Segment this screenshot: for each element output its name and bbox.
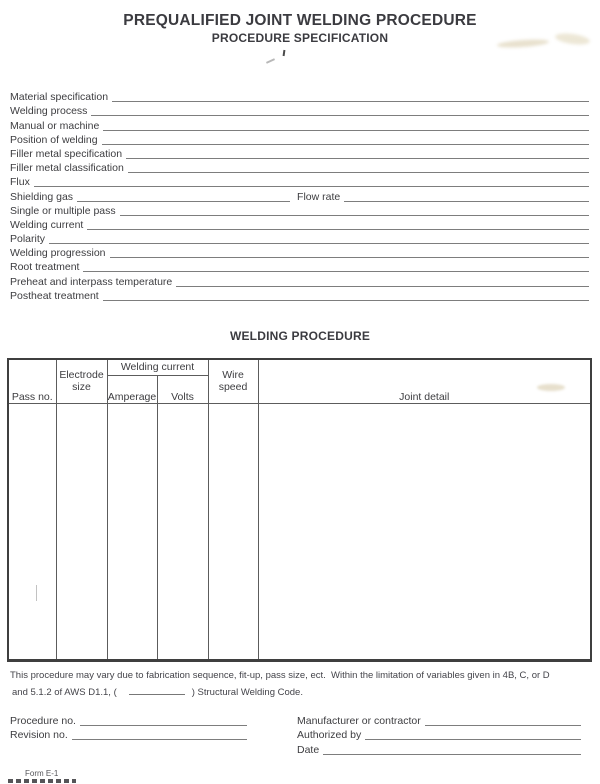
welding-procedure-table xyxy=(7,358,592,662)
fill-line xyxy=(365,728,581,740)
col-header-electrode-size: Electrode size xyxy=(56,359,107,403)
fill-line xyxy=(344,190,589,202)
spec-field-row xyxy=(10,117,589,131)
footnote-line2 xyxy=(12,685,303,699)
footer-field-row xyxy=(10,712,247,727)
col-header-wire-speed: Wire speed xyxy=(208,359,258,403)
spec-field-row xyxy=(10,231,589,245)
spec-field-label-flow-rate: Flow rate xyxy=(297,190,341,203)
cell-wire-speed xyxy=(208,403,258,660)
spec-field-row xyxy=(10,288,589,302)
cell-joint-detail xyxy=(258,403,591,660)
fill-line xyxy=(77,190,290,202)
cell-electrode-size xyxy=(56,403,107,660)
footer-right-column xyxy=(297,712,581,756)
spec-field-label: Postheat treatment xyxy=(10,289,99,302)
spec-field-label: Filler metal specification xyxy=(10,147,123,160)
scan-edge-artifact xyxy=(8,779,76,783)
footer-field-row xyxy=(297,741,581,756)
footnote-line2-suffix: ) Structural Welding Code. xyxy=(191,687,303,698)
fill-line xyxy=(112,90,589,102)
footer-field-label: Revision no. xyxy=(10,729,68,742)
spec-field-row xyxy=(10,245,589,259)
spec-field-row xyxy=(10,103,589,117)
fill-line xyxy=(120,204,589,216)
fill-line xyxy=(103,289,589,301)
cell-amperage xyxy=(107,403,157,660)
footnote-line1: This procedure may vary due to fabrication sequence, fit-up, pass size, ect. Within the limitation of variables given in 4B, C, or D xyxy=(10,670,550,681)
col-header-pass-no: Pass no. xyxy=(8,359,56,403)
fill-line xyxy=(102,133,589,145)
fill-line xyxy=(91,104,589,116)
fill-line xyxy=(425,714,581,726)
fill-line xyxy=(110,246,589,258)
spec-fields-section xyxy=(10,89,589,302)
spec-field-label: Single or multiple pass xyxy=(10,204,116,217)
spec-field-row xyxy=(10,160,589,174)
footer-field-row xyxy=(297,712,581,727)
spec-field-row xyxy=(10,259,589,273)
form-number: Form E-1 xyxy=(25,769,59,778)
form-subtitle: PROCEDURE SPECIFICATION xyxy=(211,31,389,45)
fill-line xyxy=(323,743,581,755)
spec-field-label: Welding process xyxy=(10,105,88,118)
form-title: PREQUALIFIED JOINT WELDING PROCEDURE xyxy=(123,12,477,29)
spec-field-row xyxy=(10,174,589,188)
spec-field-row xyxy=(10,89,589,103)
spec-field-label: Polarity xyxy=(10,233,46,246)
footer-field-label: Date xyxy=(297,743,320,756)
scan-mark xyxy=(266,58,275,64)
fill-line xyxy=(87,218,589,230)
spec-field-row xyxy=(10,217,589,231)
welding-procedure-table-wrap xyxy=(7,358,592,662)
footer-field-label: Procedure no. xyxy=(10,714,76,727)
footer-field-row xyxy=(297,727,581,742)
spec-field-label: Welding progression xyxy=(10,247,106,260)
fill-line xyxy=(49,232,589,244)
spec-field-label: Preheat and interpass temperature xyxy=(10,275,173,288)
spec-field-row-shielding-gas xyxy=(10,188,589,202)
scan-mark xyxy=(283,50,286,56)
col-header-amperage: Amperage xyxy=(107,375,157,403)
fill-line xyxy=(176,275,589,287)
col-header-welding-current: Welding current xyxy=(107,359,208,375)
spec-field-label: Shielding gas xyxy=(10,190,74,203)
fill-line xyxy=(34,175,589,187)
welding-procedure-section-title: WELDING PROCEDURE xyxy=(229,329,371,343)
footer-field-label: Authorized by xyxy=(297,729,362,742)
spec-field-row xyxy=(10,203,589,217)
fill-line xyxy=(129,685,185,695)
footer-field-row xyxy=(10,727,247,742)
spec-field-row xyxy=(10,146,589,160)
spec-field-label: Filler metal classification xyxy=(10,162,124,175)
fill-line xyxy=(72,728,247,740)
footer-left-column xyxy=(10,712,247,741)
fill-line xyxy=(80,714,247,726)
spec-field-row xyxy=(10,273,589,287)
cell-pass-no xyxy=(8,403,56,660)
fill-line xyxy=(103,119,589,131)
spec-field-label: Root treatment xyxy=(10,261,80,274)
spec-field-label: Welding current xyxy=(10,218,84,231)
spec-field-label: Position of welding xyxy=(10,133,98,146)
fill-line xyxy=(128,161,589,173)
fill-line xyxy=(126,147,589,159)
fill-line xyxy=(83,260,589,272)
spec-field-label: Manual or machine xyxy=(10,119,100,132)
table-body-row xyxy=(8,403,591,660)
footnote-line2-prefix: and 5.1.2 of AWS D1.1, ( xyxy=(12,687,117,698)
spec-field-label: Flux xyxy=(10,176,30,189)
cell-volts xyxy=(157,403,208,660)
spec-field-label: Material specification xyxy=(10,91,109,104)
col-header-joint-detail: Joint detail xyxy=(258,359,591,403)
col-header-volts: Volts xyxy=(157,375,208,403)
footer-field-label: Manufacturer or contractor xyxy=(297,714,421,727)
spec-field-row xyxy=(10,132,589,146)
